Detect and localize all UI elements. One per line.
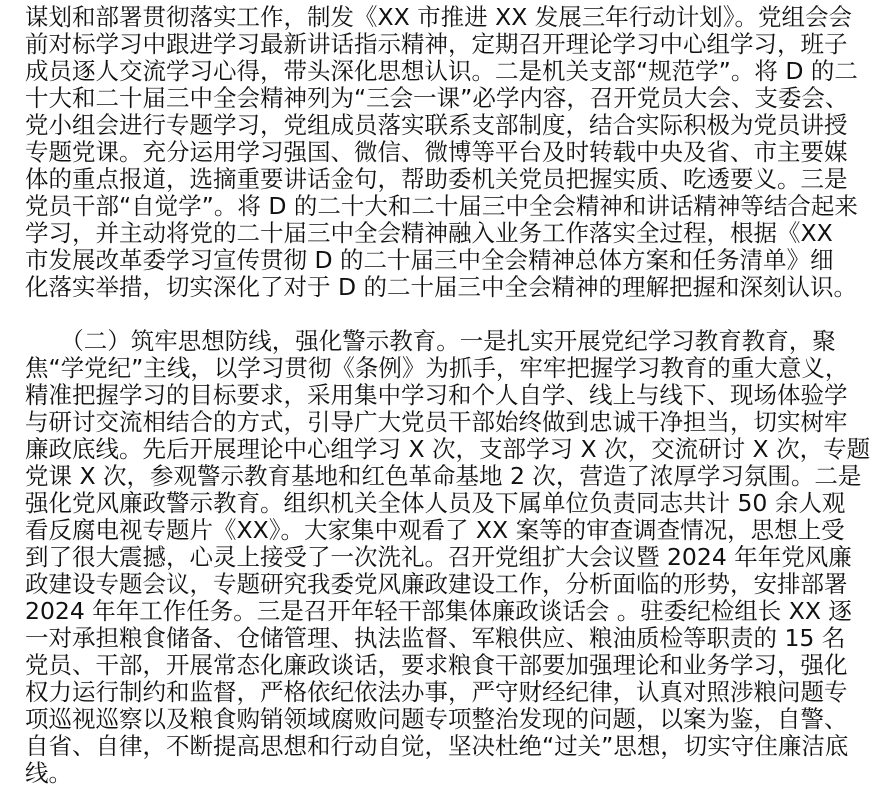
text-line: 2024 年年工作任务。三是召开年轻干部集体廉政谈话会 。驻委纪检组长 XX 逐 bbox=[25, 597, 852, 625]
text-line: 党员干部“自觉学”。将 D 的二十大和二十届三中全会精神和讲话精神等结合起来 bbox=[25, 192, 858, 220]
text-line: （二）筑牢思想防线，强化警示教育。一是扎实开展党纪学习教育教育，聚 bbox=[25, 327, 836, 355]
text-line: 专题党课。充分运用学习强国、微信、微博等平台及时转载中央及省、市主要媒 bbox=[25, 138, 848, 166]
paragraph-2 bbox=[25, 327, 870, 787]
paragraph-1 bbox=[25, 3, 858, 301]
text-line: 权力运行制约和监督，严格依纪依法办事，严守财经纪律，认真对照涉粮问题专 bbox=[25, 678, 848, 706]
text-line: 自省、自律，不断提高思想和行动自觉，坚决杜绝“过关”思想，切实守住廉洁底 bbox=[25, 732, 849, 760]
text-line: 一对承担粮食储备、仓储管理、执法监督、军粮供应、粮油质检等职责的 15 名 bbox=[25, 624, 846, 652]
text-line: 与研讨交流相结合的方式，引导广大党员干部始终做到忠诚干净担当，切实树牢 bbox=[25, 408, 848, 436]
text-line: 学习，并主动将党的二十届三中全会精神融入业务工作落实全过程，根据《XX bbox=[25, 219, 833, 247]
text-line: 线。 bbox=[25, 759, 72, 787]
text-line: 廉政底线。先后开展理论中心组学习 X 次，支部学习 X 次，交流研讨 X 次，专题 bbox=[25, 435, 870, 463]
text-line: 焦“学党纪”主线，以学习贯彻《条例》为抓手，牢牢把握学习教育的重大意义， bbox=[25, 354, 849, 382]
document-page bbox=[25, 3, 870, 787]
text-line: 十大和二十届三中全会精神列为“三会一课”必学内容，召开党员大会、支委会、 bbox=[25, 84, 849, 112]
text-line: 强化党风廉政警示教育。组织机关全体人员及下属单位负责同志共计 50 余人观 bbox=[25, 489, 846, 517]
text-line: 市发展改革委学习宣传贯彻 D 的二十届三中全会精神总体方案和任务清单》细 bbox=[25, 246, 834, 274]
text-line: 体的重点报道，选摘重要讲话金句，帮助委机关党员把握实质、吃透要义。三是 bbox=[25, 165, 848, 193]
text-line: 党小组会进行专题学习，党组成员落实联系支部制度，结合实际积极为党员讲授 bbox=[25, 111, 848, 139]
text-line: 前对标学习中跟进学习最新讲话指示精神，定期召开理论学习中心组学习，班子 bbox=[25, 30, 848, 58]
text-line: 到了很大震撼，心灵上接受了一次洗礼。召开党组扩大会议暨 2024 年年党风廉 bbox=[25, 543, 852, 571]
text-line: 看反腐电视专题片《XX》。大家集中观看了 XX 案等的审查调查情况，思想上受 bbox=[25, 516, 845, 544]
text-line: 政建设专题会议，专题研究我委党风廉政建设工作，分析面临的形势，安排部署 bbox=[25, 570, 848, 598]
text-line: 化落实举措，切实深化了对于 D 的二十届三中全会精神的理解把握和深刻认识。 bbox=[25, 273, 858, 301]
text-line: 成员逐人交流学习心得，带头深化思想认识。二是机关支部“规范学”。将 D 的二 bbox=[25, 57, 858, 85]
text-line: 谋划和部署贯彻落实工作，制发《XX 市推进 XX 发展三年行动计划》。党组会会 bbox=[25, 3, 853, 31]
text-line: 党员、干部，开展常态化廉政谈话，要求粮食干部要加强理论和业务学习，强化 bbox=[25, 651, 848, 679]
text-line: 精准把握学习的目标要求，采用集中学习和个人自学、线上与线下、现场体验学 bbox=[25, 381, 848, 409]
paragraph-gap bbox=[25, 301, 775, 328]
text-line: 项巡视巡察以及粮食购销领域腐败问题专项整治发现的问题，以案为鉴，自警、 bbox=[25, 705, 848, 733]
text-line: 党课 X 次，参观警示教育基地和红色革命基地 2 次，营造了浓厚学习氛围。二是 bbox=[25, 462, 862, 490]
